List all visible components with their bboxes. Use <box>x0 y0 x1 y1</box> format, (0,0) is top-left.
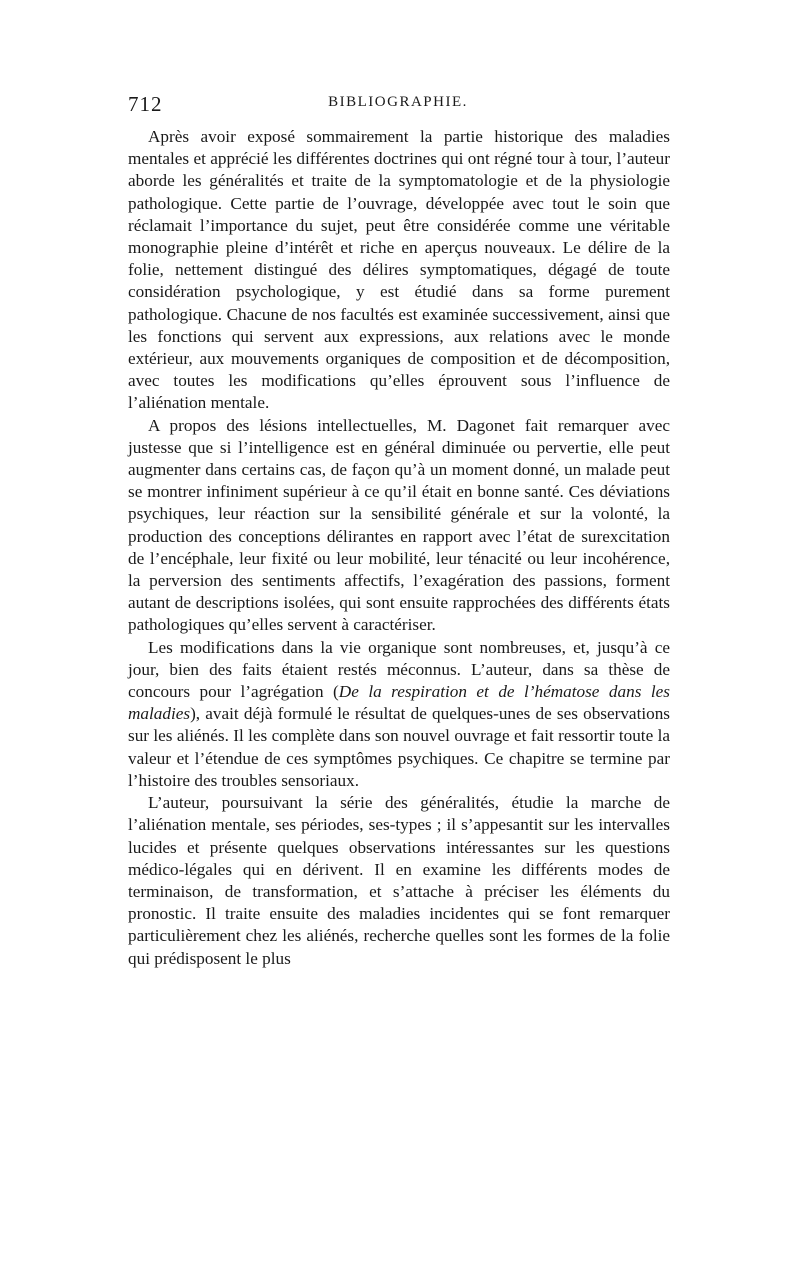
paragraph-2: A propos des lésions intellectuelles, M. Dagonet fait remarquer avec justesse que si l’intelligence est en général diminuée ou pervertie, elle peut augmenter dans certains cas, de façon qu’à un moment donné, un malade peut se montrer infiniment supérieur à ce qu’il était en bonne santé. Ces déviations psychiques, leur réaction sur la sensibilité générale et sur la volonté, la production des conceptions délirantes en rapport avec l’état de surexcitation de l’encéphale, leur fixité ou leur mobilité, leur ténacité ou leur incohérence, la perversion des sentiments affectifs, l’exagération des passions, forment autant de descriptions isolées, qui sont ensuite rapprochées des différents états pathologiques qu’elles servent à caractériser. <box>128 415 670 635</box>
body-text <box>128 126 670 970</box>
paragraph-4: L’auteur, poursuivant la série des généralités, étudie la marche de l’aliénation mentale, ses périodes, ses-types ; il s’appesantit sur les intervalles lucides et présente quelques observations intéressantes sur les questions médico-légales qui en dérivent. Il en examine les différents modes de terminaison, de transformation, et s’attache à préciser les éléments du pronostic. Il traite ensuite des maladies incidentes qui se font remarquer particulièrement chez les aliénés, recherche quelles sont les formes de la folie qui prédisposent le plus <box>128 793 670 968</box>
thesis-title: De la respiration et de l’hématose dans les maladies <box>128 682 670 724</box>
header-title: BIBLIOGRAPHIE. <box>328 94 468 110</box>
running-head <box>128 92 668 118</box>
paragraph-1: Après avoir exposé sommairement la partie historique des maladies mentales et apprécié les différentes doctrines qui ont régné tour à tour, l’auteur aborde les généralités et traite de la symptomatologie et de la physiologie pathologique. Cette partie de l’ouvrage, développée avec tout le soin que réclamait l’importance du sujet, peut être considérée comme une véritable monographie pleine d’intérêt et riche en aperçus nouveaux. Le délire de la folie, nettement distingué des délires symptomatiques, dégagé de toute considération psychologique, y est étudié dans sa forme purement pathologique. Chacune de nos facultés est examinée successivement, ainsi que les fonctions qui servent aux expressions, aux relations avec le monde extérieur, aux mouvements organiques de composition et de décomposition, avec toutes les modifications qu’elles éprouvent sous l’influence de l’aliénation mentale. <box>128 127 670 413</box>
paragraph-3 <box>128 637 670 792</box>
paragraph-3-text-b: ), avait déjà formulé le résultat de quelques-unes de ses observations sur les aliénés. Il les complète dans son nouvel ouvrage et fait ressortir toute la valeur et l’étendue de ces symptômes psychiques. Ce chapitre se termine par l’histoire des troubles sensoriaux. <box>128 704 670 790</box>
paragraph-3-text-a: Les modifications dans la vie organique sont nombreuses, et, jusqu’à ce jour, bien des faits étaient restés méconnus. L’auteur, dans sa thèse de concours pour l’agrégation ( <box>128 637 670 702</box>
page-number: 712 <box>128 92 163 116</box>
